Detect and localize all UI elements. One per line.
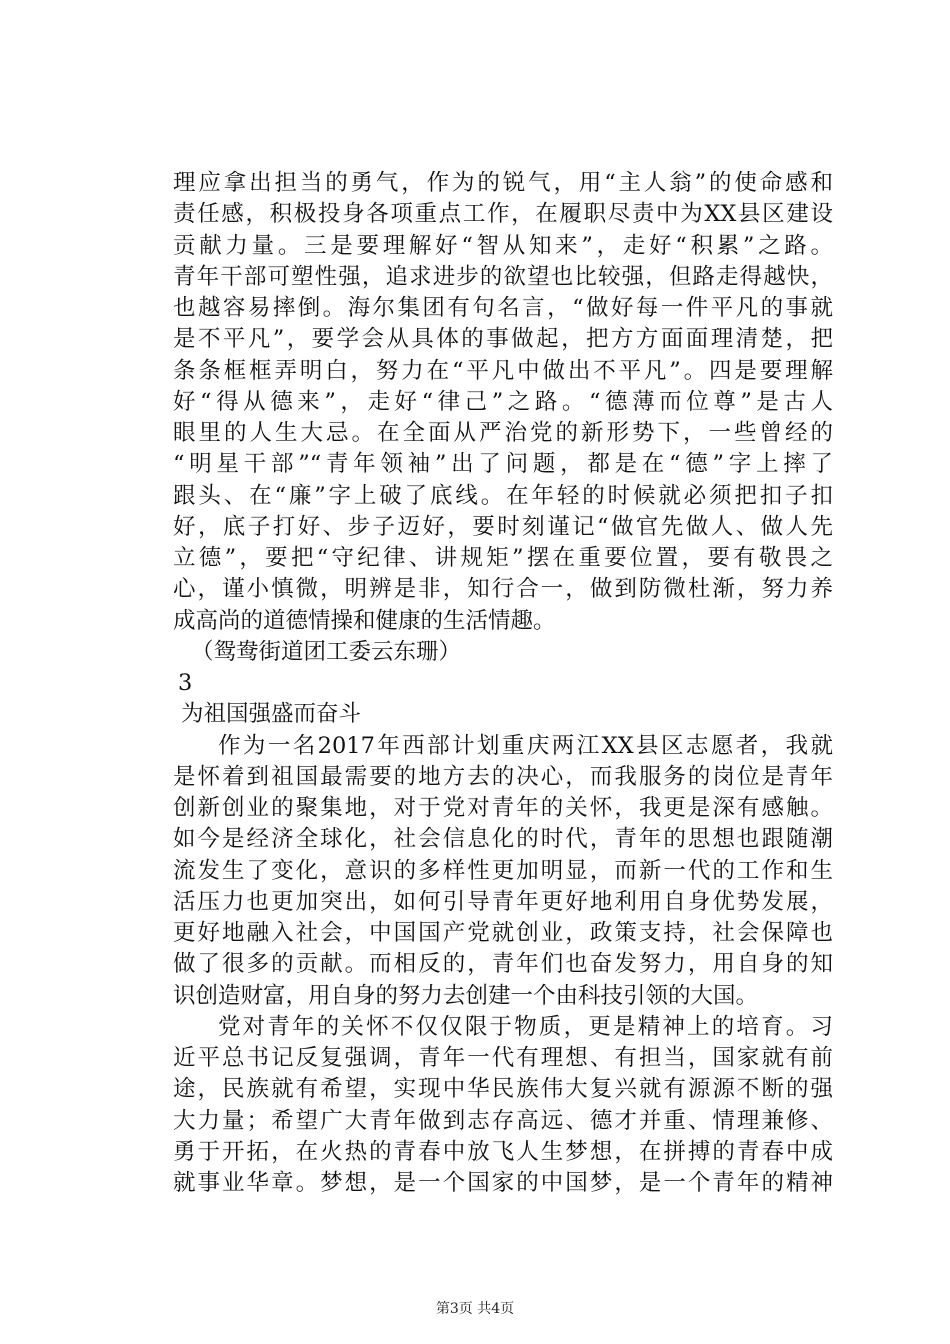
text-line: 好，底子打好、步子迈好，要时刻谨记“做官先做人、做人先	[173, 513, 833, 540]
page-number-label: 第3页 共4页	[435, 1301, 515, 1317]
text-line: 理应拿出担当的勇气，作为的锐气，用“主人翁”的使命感和	[173, 170, 833, 196]
text-line: 也越容易摔倒。海尔集团有句名言，“做好每一件平凡的事就	[173, 295, 833, 321]
text-line: 是怀着到祖国最需要的地方去的决心，而我服务的岗位是青年	[173, 763, 833, 790]
text-line: 是不平凡”，要学会从具体的事做起，把方方面面理清楚，把	[173, 326, 833, 353]
text-line: 识创造财富，用自身的努力去创建一个由科技引领的大国。	[173, 982, 759, 1009]
text-line: 勇于开拓，在火热的青春中放飞人生梦想，在拼搏的青春中成	[173, 1138, 833, 1165]
text-line: 如今是经济全球化，社会信息化的时代，青年的思想也跟随潮	[173, 826, 833, 853]
text-line: 做了很多的贡献。而相反的，青年们也奋发努力，用自身的知	[173, 951, 833, 978]
text-line: 活压力也更加突出，如何引导青年更好地利用自身优势发展，	[173, 888, 833, 915]
document-body	[173, 168, 833, 1199]
text-line: 创新创业的聚集地，对于党对青年的关怀，我更是深有感触。	[173, 795, 833, 821]
text-line: 途，民族就有希望，实现中华民族伟大复兴就有源源不断的强	[173, 1076, 833, 1103]
text-line: 心，谨小慎微，明辨是非，知行合一，做到防微杜渐，努力养	[173, 576, 833, 603]
text-line: 条条框框弄明白，努力在“平凡中做出不平凡”。四是要理解	[173, 357, 833, 384]
section-title: 为祖国强盛而奋斗	[181, 701, 362, 728]
text-line: 大力量；希望广大青年做到志存高远、德才并重、情理兼修、	[173, 1107, 833, 1134]
text-line: 党对青年的关怀不仅仅限于物质，更是精神上的培育。习	[218, 1013, 833, 1040]
text-line: 作为一名2017年西部计划重庆两江XX县区志愿者，我就	[218, 732, 833, 759]
text-line: 跟头、在“廉”字上破了底线。在年轻的时候就必须把扣子扣	[173, 482, 833, 509]
text-line: 更好地融入社会，中国国产党就创业，政策支持，社会保障也	[173, 920, 833, 946]
text-line: 好“得从德来”，走好“律己”之路。“德薄而位尊”是古人	[173, 388, 833, 415]
text-line: 成高尚的道德情操和健康的生活情趣。	[173, 607, 556, 634]
text-line: 眼里的人生大忌。在全面从严治党的新形势下，一些曾经的	[173, 420, 833, 446]
text-line: 责任感，积极投身各项重点工作，在履职尽责中为XX县区建设	[173, 201, 833, 228]
text-line: “明星干部”“青年领袖”出了问题，都是在“德”字上摔了	[173, 451, 833, 478]
text-line: 青年干部可塑性强，追求进步的欲望也比较强，但路走得越快，	[173, 263, 833, 290]
page-footer	[0, 1298, 950, 1318]
text-line: 流发生了变化，意识的多样性更加明显，而新一代的工作和生	[173, 857, 833, 884]
author-signature: （鸳鸯街道团工委云东珊）	[191, 638, 462, 665]
section-number: 3	[178, 670, 193, 696]
text-line: 近平总书记反复强调，青年一代有理想、有担当，国家就有前	[173, 1045, 833, 1071]
text-line: 贡献力量。三是要理解好“智从知来”，走好“积累”之路。	[173, 232, 833, 259]
text-line: 就事业华章。梦想，是一个国家的中国梦，是一个青年的精神	[173, 1170, 833, 1196]
text-line: 立德”，要把“守纪律、讲规矩”摆在重要位置，要有敬畏之	[173, 545, 833, 571]
